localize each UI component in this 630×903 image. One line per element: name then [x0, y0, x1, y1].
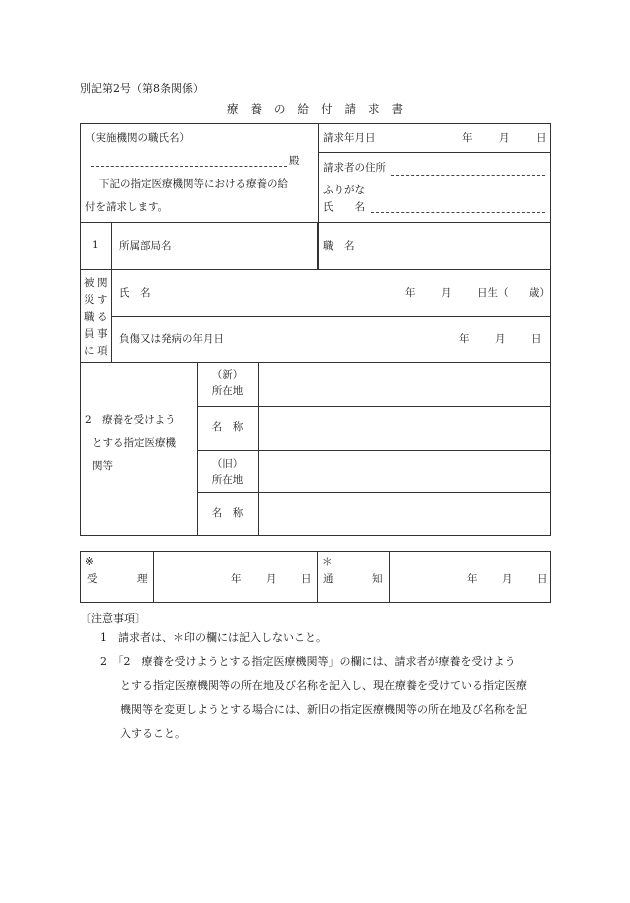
- grid-line: [389, 552, 390, 602]
- notes-heading: 〔注意事項〕: [80, 612, 146, 625]
- old-mark: （旧）: [211, 458, 244, 470]
- grid-line: [111, 316, 550, 317]
- title-char: 付: [321, 102, 333, 116]
- office-use-table: [80, 551, 551, 603]
- grid-line: [317, 552, 318, 602]
- title-char: 給: [297, 102, 309, 116]
- grid-line: [197, 492, 550, 493]
- grid-line: [317, 222, 318, 269]
- injury-month-label: 月: [495, 333, 506, 345]
- address-label: 請求者の住所: [323, 162, 386, 174]
- received-year: 年: [231, 573, 242, 585]
- grid-line: [81, 362, 550, 363]
- injury-date-label: 負傷又は発病の年月日: [119, 333, 224, 345]
- form-reference: 別記第2号（第8条関係）: [80, 82, 204, 95]
- request-date-label: 請求年月日: [323, 132, 376, 144]
- grid-line: [197, 406, 550, 407]
- birth-month-label: 月: [441, 287, 452, 299]
- request-text-line2: 付を請求します。: [85, 201, 169, 213]
- new-location-label: 所在地: [211, 385, 244, 397]
- day-label: 日: [536, 132, 547, 144]
- claimant-name-label: 氏 名: [323, 201, 365, 213]
- furigana-label: ふりがな: [323, 184, 365, 196]
- position-label: 職 名: [323, 240, 355, 252]
- received-day: 日: [301, 573, 312, 585]
- form-title: [0, 101, 630, 117]
- institution-label: （実施機関の職氏名）: [85, 132, 190, 144]
- title-char: 求: [368, 102, 380, 116]
- grid-line: [318, 124, 319, 269]
- address-field[interactable]: [391, 175, 545, 176]
- title-char: 養: [250, 102, 262, 116]
- title-char: 療: [227, 102, 239, 116]
- received-label-a: 受: [87, 573, 98, 585]
- grid-line: [197, 450, 550, 451]
- note-1: 1 請求者は、＊印の欄には記入しないこと。: [100, 631, 327, 644]
- claimant-name-field[interactable]: [371, 212, 545, 213]
- section1-number: 1: [92, 239, 99, 251]
- grid-line: [318, 152, 550, 153]
- note-2-line4: 入すること。: [120, 727, 186, 740]
- new-name-label: 名 称: [211, 421, 244, 433]
- section2-label-line2: とする指定医療機: [92, 437, 176, 449]
- note-2-line2: とする指定医療機関等の所在地及び名称を記入し、現在療養を受けている指定医療: [120, 679, 527, 692]
- title-char: 書: [391, 102, 403, 116]
- received-label-b: 理: [137, 573, 148, 585]
- section2-label-line3: 関等: [92, 460, 113, 472]
- old-name-label: 名 称: [211, 507, 244, 519]
- honorific: 殿: [289, 155, 300, 167]
- old-location-label: 所在地: [211, 474, 244, 486]
- title-char: 請: [344, 102, 356, 116]
- received-mark: ※: [85, 556, 94, 568]
- injured-name-label: 氏 名: [119, 287, 151, 299]
- grid-line: [81, 222, 550, 223]
- received-month: 月: [266, 573, 277, 585]
- claim-form-table: [80, 123, 551, 536]
- birth-day-label: 日生（: [477, 287, 509, 299]
- grid-line: [111, 222, 112, 362]
- note-2-line1: 2 「2 療養を受けようとする指定医療機関等」の欄には、請求者が療養を受けよう: [100, 655, 516, 668]
- request-text-line1: 下記の指定医療機関等における療養の給: [99, 178, 288, 190]
- institution-name-field[interactable]: [91, 166, 287, 167]
- age-label: 歳）: [529, 287, 550, 299]
- note-2-line3: 機関等を変更しようとする場合には、新旧の指定医療機関等の所在地及び名称を記: [120, 703, 527, 716]
- section2-label-line1: 2 療養を受けよう: [85, 414, 176, 426]
- title-char: の: [274, 102, 286, 116]
- notification-mark: ＊: [322, 556, 333, 568]
- notification-day: 日: [537, 573, 548, 585]
- birth-year-label: 年: [405, 287, 416, 299]
- injury-day-label: 日: [531, 333, 542, 345]
- notification-month: 月: [502, 573, 513, 585]
- year-label: 年: [462, 132, 473, 144]
- notification-label-a: 通: [323, 573, 334, 585]
- department-label: 所属部局名: [119, 240, 172, 252]
- month-label: 月: [499, 132, 510, 144]
- grid-line: [81, 269, 550, 270]
- grid-line: [258, 362, 259, 535]
- section1-vertical-left: 被 災 職 員 に: [84, 277, 95, 357]
- injury-year-label: 年: [459, 333, 470, 345]
- grid-line: [153, 552, 154, 602]
- notification-year: 年: [467, 573, 478, 585]
- new-mark: （新）: [211, 369, 244, 381]
- notification-label-b: 知: [372, 573, 383, 585]
- section1-vertical-right: 関 す る 事 項: [97, 277, 108, 357]
